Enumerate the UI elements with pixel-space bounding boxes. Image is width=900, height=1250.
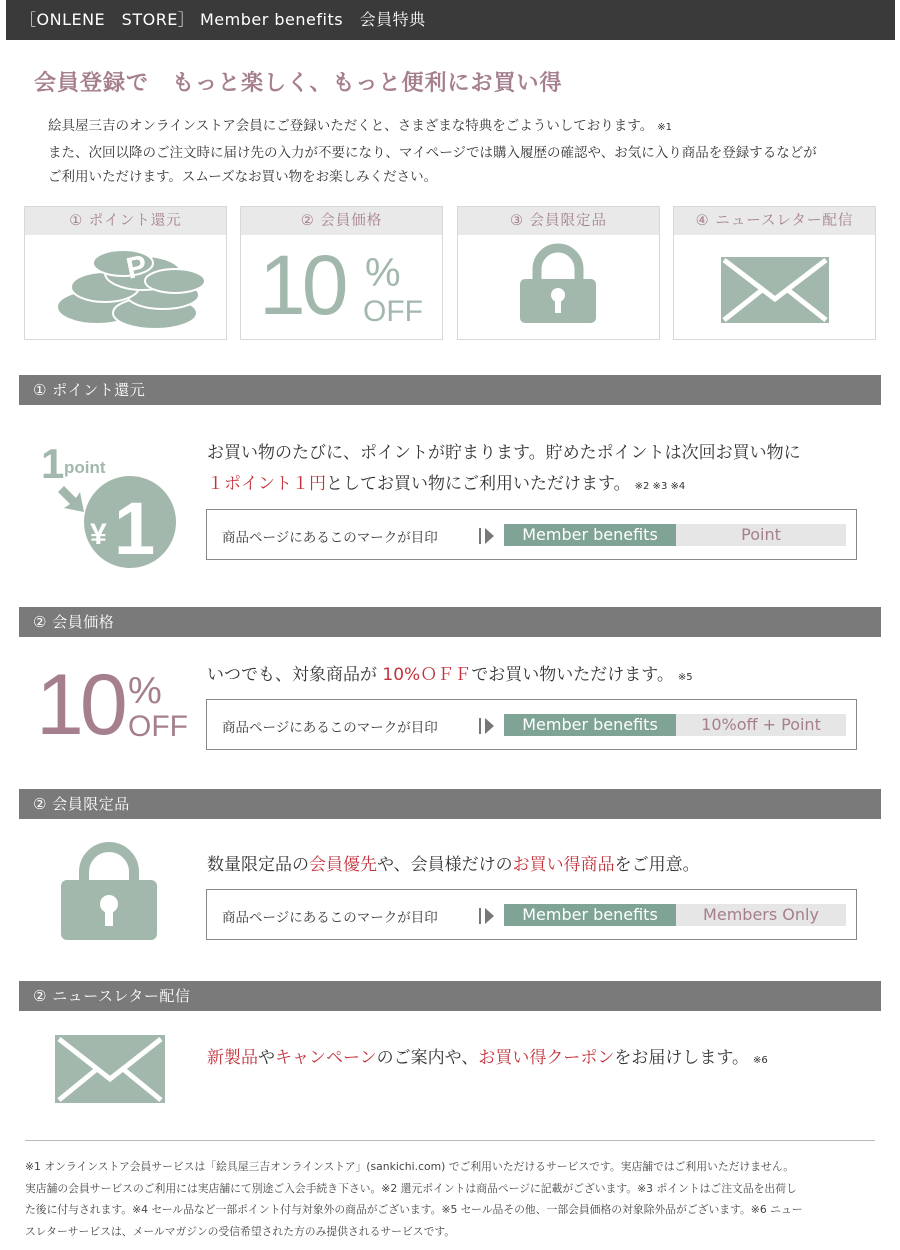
point-icon-one: 1 — [41, 440, 65, 487]
price-line — [207, 660, 693, 685]
news-text-6: をお届けします。 — [614, 1048, 749, 1068]
card-price-percent: % — [365, 251, 401, 295]
footnote-line-3: た後に付与されます。※4 セール品など一部ポイント付与対象外の商品がございます。※5 セール品その他、一部会員価格の対象除外品がございます。※6 ニュー — [25, 1203, 803, 1216]
member-benefits-badge: Member benefits — [504, 904, 676, 926]
card-label: ③ 会員限定品 — [458, 207, 659, 235]
section-title: ① ポイント還元 — [33, 381, 146, 399]
benefit-card-limited[interactable] — [457, 206, 660, 340]
arrow-right-icon — [479, 907, 495, 925]
points-note: ※2 ※3 ※4 — [634, 481, 686, 492]
limited-line — [207, 850, 700, 875]
page-headline: 会員登録で もっと楽しく、もっと便利にお買い得 — [34, 71, 563, 96]
discount-tag: 10%off + Point — [676, 714, 846, 736]
coins-icon — [25, 235, 227, 340]
card-label: ① ポイント還元 — [25, 207, 226, 235]
intro-line-3: ご利用いただけます。スムーズなお買い物をお楽しみください。 — [48, 169, 438, 185]
card-price-off: OFF — [363, 295, 423, 328]
mark-label: 商品ページにあるこのマークが目印 — [222, 720, 438, 736]
limited-deals: お買い得商品 — [512, 855, 615, 875]
limited-text-5: をご用意。 — [614, 855, 700, 875]
points-rate: １ポイント１円 — [207, 474, 326, 494]
lock-icon — [58, 842, 160, 942]
card-label: ④ ニュースレター配信 — [674, 207, 875, 235]
member-benefits-badge: Member benefits — [504, 524, 676, 546]
points-line-1: お買い物のたびに、ポイントが貯まります。貯めたポイントは次回お買い物に — [207, 443, 801, 463]
news-new-products: 新製品 — [207, 1048, 258, 1068]
newsletter-line — [207, 1043, 768, 1068]
news-text-4: のご案内や、 — [376, 1048, 479, 1068]
news-campaign: キャンペーン — [275, 1048, 377, 1068]
card-label: ② 会員価格 — [241, 207, 442, 235]
point-tag: Point — [676, 524, 846, 546]
point-icon-yen-number: 1 — [114, 487, 156, 570]
section-bar-price — [19, 607, 881, 637]
mark-box-price — [206, 699, 857, 750]
section-bar-limited — [19, 789, 881, 819]
price-percent: % — [128, 670, 162, 712]
limited-priority: 会員優先 — [309, 855, 377, 875]
section-title: ② 会員限定品 — [33, 795, 130, 813]
points-line-2 — [207, 469, 685, 494]
price-big-number: 10 — [36, 657, 124, 753]
footnote-line-2: 実店舗の会員サービスのご利用には実店舗にて別途ご入会手続き下さい。※2 還元ポイントは商品ページに記載がございます。※3 ポイントはご注文品を出荷し — [25, 1181, 797, 1195]
mark-label: 商品ページにあるこのマークが目印 — [222, 530, 438, 546]
point-icon-yen: ¥ — [90, 518, 107, 551]
news-coupon: お買い得クーポン — [478, 1048, 615, 1068]
card-price-number: 10 — [259, 238, 345, 332]
arrow-right-icon — [479, 527, 495, 545]
member-benefits-badge: Member benefits — [504, 714, 676, 736]
intro-note: ※1 — [657, 122, 672, 133]
benefit-card-price[interactable] — [240, 206, 443, 340]
price-line-post: でお買い物いただけます。 — [471, 665, 674, 685]
mark-label: 商品ページにあるこのマークが目印 — [222, 910, 438, 926]
benefit-card-points[interactable] — [24, 206, 227, 340]
footnote-line-1: ※1 オンラインストア会員サービスは「絵具屋三吉オンラインストア」(sankichi.com) でご利用いただけるサービスです。実店舗ではご利用いただけません。 — [25, 1160, 795, 1173]
point-icon-word: point — [64, 458, 106, 477]
footer-divider — [25, 1140, 875, 1141]
footnote-line-4: スレターサービスは、メールマガジンの受信希望された方のみ提供されるサービスです。 — [25, 1224, 456, 1238]
intro-text — [48, 114, 878, 190]
section-bar-newsletter — [19, 981, 881, 1011]
envelope-icon — [55, 1035, 165, 1103]
intro-line-1: 絵具屋三吉のオンラインストア会員にご登録いただくと、さまざまな特典をごよういしております。 — [48, 118, 654, 134]
section-title: ② ニュースレター配信 — [33, 987, 191, 1005]
price-note: ※5 — [677, 672, 693, 683]
lock-icon — [458, 235, 660, 340]
news-text-2: や — [258, 1048, 275, 1068]
top-bar-title: ［ONLENE STORE］ Member benefits 会員特典 — [20, 10, 426, 29]
limited-text-3: や、会員様だけの — [377, 855, 513, 875]
limited-text-1: 数量限定品の — [207, 855, 309, 875]
news-note: ※6 — [752, 1055, 768, 1066]
points-line-2-rest: としてお買い物にご利用いただけます。 — [326, 474, 631, 494]
price-line-pre: いつでも、対象商品が — [207, 665, 383, 685]
mark-box-limited — [206, 889, 857, 940]
price-discount: 10%ＯＦＦ — [382, 665, 472, 685]
top-bar — [6, 0, 895, 40]
section-bar-points — [19, 375, 881, 405]
benefit-card-newsletter[interactable] — [673, 206, 876, 340]
arrow-right-icon — [479, 717, 495, 735]
price-off: OFF — [128, 710, 188, 743]
point-yen-icon — [36, 436, 186, 576]
footnotes — [25, 1156, 877, 1242]
envelope-icon — [674, 235, 876, 340]
svg-text:P: P — [123, 249, 150, 286]
members-only-tag: Members Only — [676, 904, 846, 926]
section-title: ② 会員価格 — [33, 613, 115, 631]
mark-box-points — [206, 509, 857, 560]
intro-line-2: また、次回以降のご注文時に届け先の入力が不要になり、マイページでは購入履歴の確認や、お気に入り商品を登録するなどが — [48, 144, 817, 161]
